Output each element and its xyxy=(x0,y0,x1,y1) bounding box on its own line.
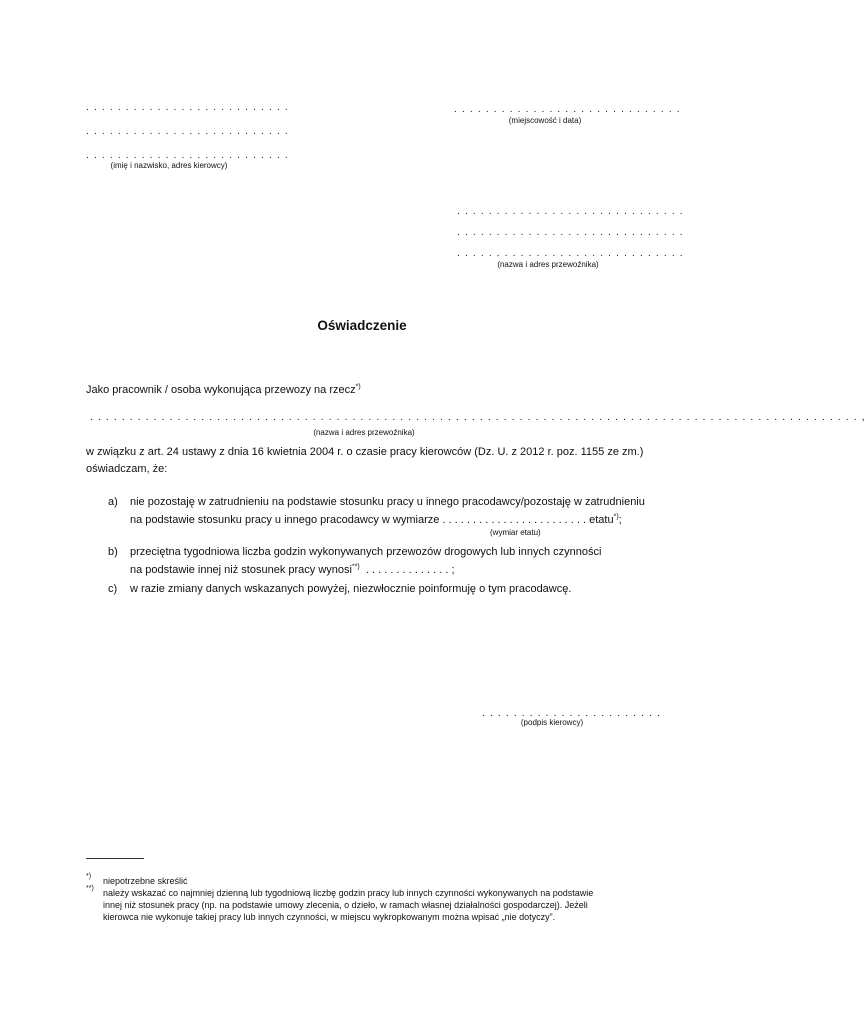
declare-line: oświadczam, że: xyxy=(86,463,168,475)
footnote-1-mark: *) xyxy=(86,873,92,880)
footnote-2-line-2: innej niż stosunek pracy (np. na podstawie umowy zlecenia, o dzieło, w ramach własnej działalności gospodarczej). Jeżeli xyxy=(103,900,588,910)
driver-caption: (imię i nazwisko, adres kierowcy) xyxy=(110,161,228,170)
document-title: Oświadczenie xyxy=(317,318,407,333)
carrier-caption: (nazwa i adres przewoźnika) xyxy=(497,260,599,269)
footnote-ref-double: **) xyxy=(351,563,360,571)
footnote-2-line-1: należy wskazać co najmniej dzienną lub tygodniową liczbę godzin pracy lub innych czynności wykonywanych na podstawie xyxy=(103,888,594,898)
footnote-ref-single: *) xyxy=(355,383,361,391)
signature-dotted-line[interactable]: . . . . . . . . . . . . . . . . . . . . . . . xyxy=(482,708,662,719)
item-b-line-1: przeciętna tygodniowa liczba godzin wykonywanych przewozów drogowych lub innych czynności xyxy=(130,546,602,558)
driver-dotted-line-1[interactable]: . . . . . . . . . . . . . . . . . . . . . . . . . . xyxy=(86,102,289,113)
signature-caption: (podpis kierowcy) xyxy=(520,718,584,727)
item-a-line-1: nie pozostaję w zatrudnieniu na podstawie stosunku pracy u innego pracodawcy/pozostaję w zatrudnieniu xyxy=(130,496,645,508)
place-date-dotted-line[interactable]: . . . . . . . . . . . . . . . . . . . . . . . . . . . . . xyxy=(454,104,681,115)
item-a-line-2-text: na podstawie stosunku pracy u innego pracodawcy w wymiarze . . . . . . . . . . . . . . . . . . . . . . . . etatu xyxy=(130,514,614,526)
footnote-1-text: niepotrzebne skreślić xyxy=(103,876,188,886)
carrier-name-dotted-line[interactable]: . . . . . . . . . . . . . . . . . . . . . . . . . . . . . . . . . . . . . . . . . . . . . . . . . . . . . . . . . . . . . . . . . . . . . . . . . . . . . . . . . . . . . . . . . . . . . . . . . , xyxy=(90,412,866,423)
item-b-label: b) xyxy=(108,546,118,558)
item-c-label: c) xyxy=(108,583,118,595)
carrier-name-caption: (nazwa i adres przewoźnika) xyxy=(313,428,415,437)
item-c-line-1: w razie zmiany danych wskazanych powyżej, niezwłocznie poinformuję o tym pracodawcę. xyxy=(130,583,572,595)
footnote-2-line-3: kierowca nie wykonuje takiej pracy lub innych czynności, w miejscu wykropkowanym można wpisać „nie dotyczy”. xyxy=(103,912,556,922)
item-a-label: a) xyxy=(108,496,118,508)
law-reference-line: w związku z art. 24 ustawy z dnia 16 kwietnia 2004 r. o czasie pracy kierowców (Dz. U. z 2012 r. poz. 1155 ze zm.) xyxy=(86,446,644,458)
item-a-line-2 xyxy=(130,513,622,527)
carrier-dotted-line-3[interactable]: . . . . . . . . . . . . . . . . . . . . . . . . . . . . . xyxy=(457,248,684,259)
place-date-caption: (miejscowość i data) xyxy=(508,116,582,125)
intro-text: Jako pracownik / osoba wykonująca przewozy na rzecz xyxy=(86,384,356,396)
driver-dotted-line-2[interactable]: . . . . . . . . . . . . . . . . . . . . . . . . . . xyxy=(86,126,289,137)
footnote-separator xyxy=(86,858,144,859)
item-b-line-2-text: na podstawie innej niż stosunek pracy wynosi xyxy=(130,564,352,576)
item-b-line-2 xyxy=(130,563,455,577)
footnote-2-mark: **) xyxy=(86,885,94,892)
footnote-ref-single: *) xyxy=(613,513,619,521)
driver-dotted-line-3[interactable]: . . . . . . . . . . . . . . . . . . . . . . . . . . xyxy=(86,150,289,161)
work-time-caption: (wymiar etatu) xyxy=(490,528,541,537)
hours-dotted-field[interactable]: . . . . . . . . . . . . . . ; xyxy=(365,564,455,576)
carrier-dotted-line-1[interactable]: . . . . . . . . . . . . . . . . . . . . . . . . . . . . . xyxy=(457,206,684,217)
carrier-dotted-line-2[interactable]: . . . . . . . . . . . . . . . . . . . . . . . . . . . . . xyxy=(457,227,684,238)
item-a-tail: ; xyxy=(618,514,622,526)
intro-line xyxy=(86,383,361,397)
